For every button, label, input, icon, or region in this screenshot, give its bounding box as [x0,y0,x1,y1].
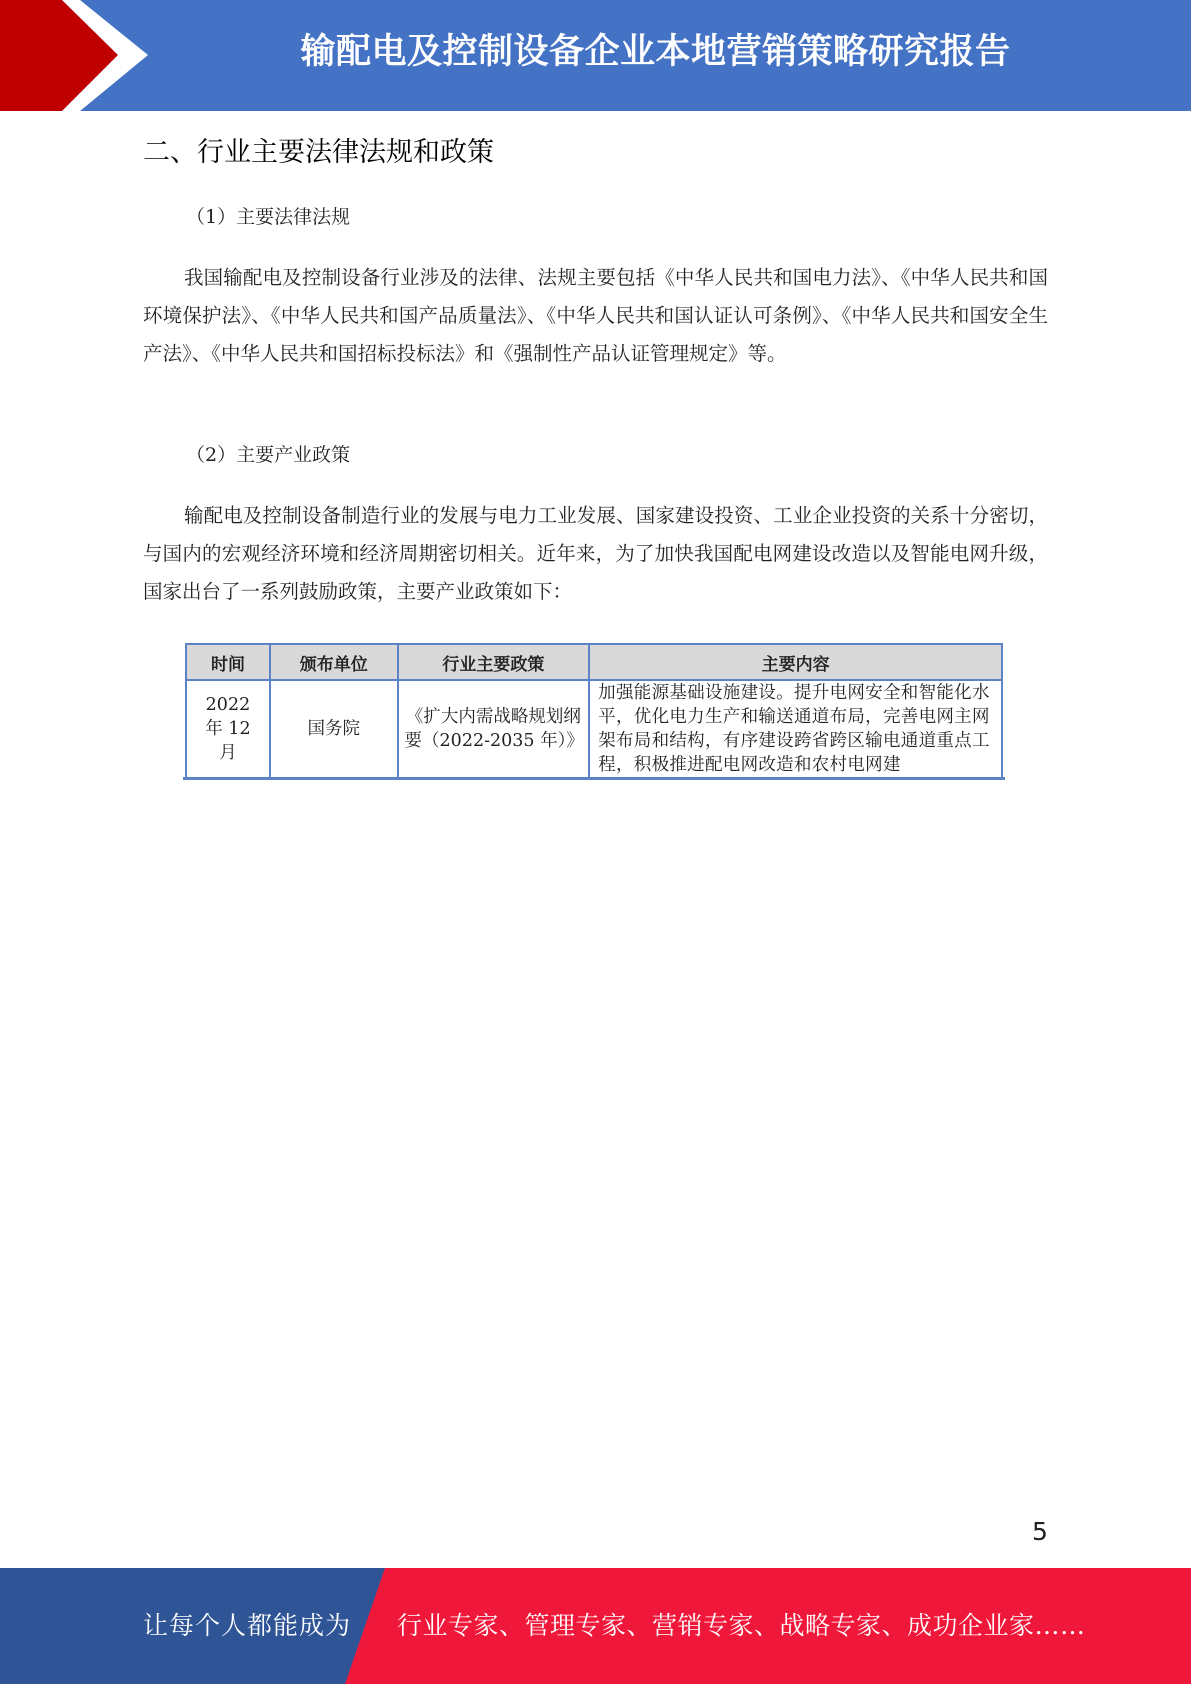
paragraph-laws: 我国输配电及控制设备行业涉及的法律、法规主要包括《中华人民共和国电力法》、《中华人民共和国环境保护法》、《中华人民共和国产品质量法》、《中华人民共和国认证认可条例》、《中华人民共和国安全生产法》、《中华人民共和国招标投标法》和《强制性产品认证管理规定》等。 [143,266,1048,365]
subheading-laws: （1）主要法律法规 [186,206,351,228]
cell-time [186,680,270,778]
header-banner [0,0,1191,111]
policy-table [185,643,1003,779]
cell-content-text: 加强能源基础设施建设。提升电网安全和智能化水平，优化电力生产和输送通道布局，完善电网主网架布局和结构，有序建设跨省跨区输电通道重点工程，积极推进配电网改造和农村电网建 [598,683,990,775]
footer-slogan-right: 行业专家、管理专家、营销专家、战略专家、成功企业家…… [397,1611,1086,1640]
subheading-policies: （2）主要产业政策 [186,444,351,466]
report-title: 输配电及控制设备企业本地营销策略研究报告 [300,32,1011,72]
table-bottom-rule [183,777,1005,780]
cell-issuer: 国务院 [270,680,398,778]
cell-policy-text: 《扩大内需战略规划纲要（2022-2035 年）》 [404,707,584,751]
page-number: 5 [1032,1517,1048,1546]
column-header-time: 时间 [186,644,270,680]
column-header-issuer: 颁布单位 [270,644,398,680]
column-header-policy: 行业主要政策 [398,644,590,680]
table-header-row [186,644,1002,680]
section-title: 二、行业主要法律法规和政策 [143,137,494,168]
cell-time-text: 2022 年 12 月 [205,695,251,763]
footer-slogan-left: 让每个人都能成为 [143,1611,352,1640]
header-chevron-decoration [0,0,160,111]
cell-policy [398,680,590,778]
column-header-content: 主要内容 [589,644,1002,680]
table-row [186,680,1002,778]
paragraph-policies: 输配电及控制设备制造行业的发展与电力工业发展、国家建设投资、工业企业投资的关系十分密切，与国内的宏观经济环境和经济周期密切相关。近年来，为了加快我国配电网建设改造以及智能电网升级，国家出台了一系列鼓励政策，主要产业政策如下： [143,504,1048,603]
cell-content [589,680,1002,778]
footer-banner [0,1568,1191,1684]
